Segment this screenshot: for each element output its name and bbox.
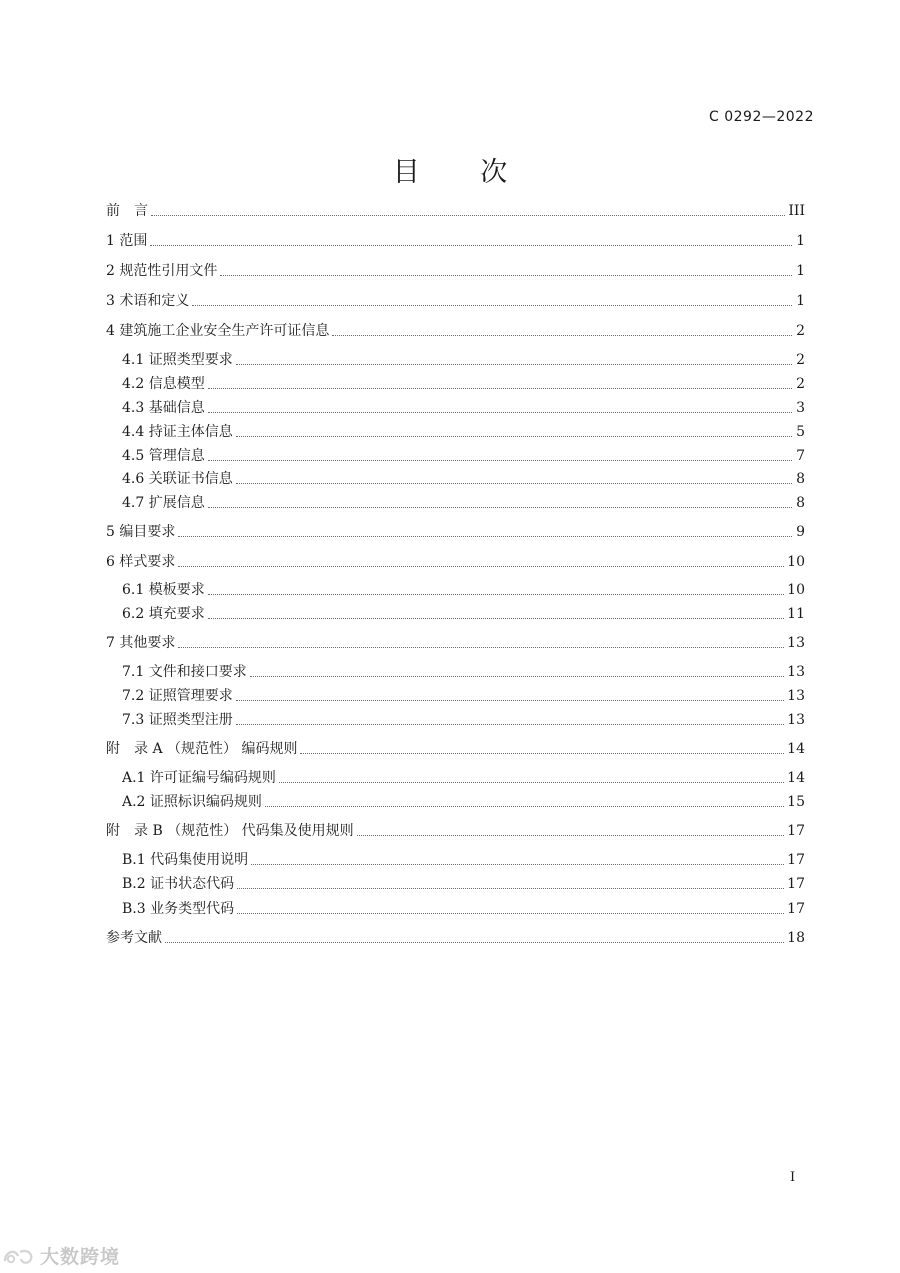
toc-entry-label: B.1 代码集使用说明 bbox=[122, 852, 249, 868]
toc-leader-dots bbox=[208, 388, 792, 389]
toc-entry-page: 13 bbox=[787, 635, 805, 651]
toc-entry-page: 11 bbox=[787, 606, 805, 622]
toc-entry-page: 1 bbox=[796, 233, 805, 249]
toc-entry-label: B.2 证书状态代码 bbox=[122, 876, 235, 892]
toc-entry-label: 7 其他要求 bbox=[106, 635, 176, 651]
toc-leader-dots bbox=[178, 536, 792, 537]
toc-entry-page: 17 bbox=[787, 876, 805, 892]
toc-entry-page: 10 bbox=[787, 554, 805, 570]
toc-entry bbox=[122, 603, 805, 623]
toc-leader-dots bbox=[208, 618, 784, 619]
toc-entry-label: 参考文献 bbox=[106, 930, 162, 946]
toc-leader-dots bbox=[236, 436, 792, 437]
toc-entry bbox=[106, 738, 805, 758]
toc-entry-label: 2 规范性引用文件 bbox=[106, 263, 218, 279]
toc-entry-page: 14 bbox=[787, 741, 805, 757]
toc-entry bbox=[106, 521, 805, 541]
toc-entry-label: 4.1 证照类型要求 bbox=[122, 352, 233, 368]
toc-entry-label: 7.3 证照类型注册 bbox=[122, 712, 233, 728]
toc-leader-dots bbox=[208, 412, 792, 413]
page-title: 目 次 bbox=[392, 157, 534, 188]
toc-entry-label: 4.5 管理信息 bbox=[122, 448, 205, 464]
toc-entry bbox=[122, 898, 805, 918]
toc-entry bbox=[106, 927, 805, 947]
toc-leader-dots bbox=[178, 647, 784, 648]
watermark-text: 大数跨境 bbox=[40, 1246, 121, 1268]
toc-leader-dots bbox=[251, 864, 784, 865]
toc-entry-label: 7.1 文件和接口要求 bbox=[122, 664, 247, 680]
toc-leader-dots bbox=[279, 782, 784, 783]
toc-leader-dots bbox=[165, 942, 784, 943]
toc-entry-page: 17 bbox=[787, 823, 805, 839]
toc-entry-page: 14 bbox=[787, 770, 805, 786]
toc-entry-label: 6.1 模板要求 bbox=[122, 582, 205, 598]
page-number: I bbox=[790, 1170, 796, 1185]
toc-entry-page: 8 bbox=[796, 471, 805, 487]
toc-leader-dots bbox=[236, 700, 784, 701]
toc-leader-dots bbox=[208, 594, 784, 595]
toc-entry-page: 8 bbox=[796, 495, 805, 511]
toc-entry bbox=[122, 579, 805, 599]
toc-entry-label: 4.7 扩展信息 bbox=[122, 495, 205, 511]
toc-entry-label: 4.2 信息模型 bbox=[122, 376, 205, 392]
toc-entry-page: 2 bbox=[796, 323, 805, 339]
toc-entry-page: 9 bbox=[796, 524, 805, 540]
toc-entry-page: 15 bbox=[787, 794, 805, 810]
toc-entry-page: 17 bbox=[787, 852, 805, 868]
toc-entry bbox=[122, 685, 805, 705]
toc-entry-label: 5 编目要求 bbox=[106, 524, 176, 540]
toc-leader-dots bbox=[151, 215, 785, 216]
toc-entry-page: 13 bbox=[787, 664, 805, 680]
toc-entry bbox=[122, 397, 805, 417]
toc-leader-dots bbox=[192, 305, 792, 306]
toc-entry bbox=[122, 767, 805, 787]
toc-entry-label: 4 建筑施工企业安全生产许可证信息 bbox=[106, 323, 330, 339]
toc-entry bbox=[122, 492, 805, 512]
toc-entry-label: 4.3 基础信息 bbox=[122, 400, 205, 416]
toc-entry bbox=[122, 849, 805, 869]
brand-logo-icon bbox=[2, 1245, 36, 1267]
toc-entry bbox=[122, 349, 805, 369]
toc-entry-page: 10 bbox=[787, 582, 805, 598]
toc-leader-dots bbox=[237, 888, 784, 889]
toc-entry-page: 2 bbox=[796, 352, 805, 368]
toc-leader-dots bbox=[300, 753, 784, 754]
toc-entry bbox=[122, 709, 805, 729]
toc-leader-dots bbox=[220, 275, 792, 276]
toc-entry bbox=[106, 230, 805, 250]
toc-entry-label: 附 录 A （规范性） 编码规则 bbox=[106, 741, 298, 757]
toc-entry-label: A.2 证照标识编码规则 bbox=[122, 794, 262, 810]
toc-entry bbox=[122, 468, 805, 488]
toc-leader-dots bbox=[250, 676, 784, 677]
toc-entry-label: B.3 业务类型代码 bbox=[122, 901, 235, 917]
toc-leader-dots bbox=[236, 364, 792, 365]
toc-entry-page: 17 bbox=[787, 901, 805, 917]
toc-entry-label: 附 录 B （规范性） 代码集及使用规则 bbox=[106, 823, 354, 839]
toc-entry-label: 6 样式要求 bbox=[106, 554, 176, 570]
toc-entry-label: 7.2 证照管理要求 bbox=[122, 688, 233, 704]
document-code: C 0292—2022 bbox=[709, 109, 814, 125]
toc-entry-label: 前 言 bbox=[106, 203, 148, 219]
toc-entry bbox=[122, 373, 805, 393]
toc-entry bbox=[106, 200, 805, 220]
toc-entry bbox=[122, 661, 805, 681]
toc-leader-dots bbox=[265, 806, 784, 807]
toc-entry bbox=[122, 445, 805, 465]
watermark bbox=[2, 1242, 120, 1269]
toc-leader-dots bbox=[357, 835, 785, 836]
toc-leader-dots bbox=[208, 507, 792, 508]
toc-leader-dots bbox=[208, 460, 792, 461]
toc-entry-label: 3 术语和定义 bbox=[106, 293, 190, 309]
toc-entry bbox=[106, 290, 805, 310]
toc-leader-dots bbox=[178, 566, 784, 567]
toc-entry bbox=[122, 873, 805, 893]
toc-leader-dots bbox=[236, 483, 792, 484]
toc-entry-label: 6.2 填充要求 bbox=[122, 606, 205, 622]
toc-entry bbox=[106, 260, 805, 280]
toc-entry-page: 7 bbox=[796, 448, 805, 464]
toc-leader-dots bbox=[332, 335, 792, 336]
toc-entry bbox=[106, 551, 805, 571]
toc-entry-label: 1 范围 bbox=[106, 233, 148, 249]
toc-entry-page: 13 bbox=[787, 712, 805, 728]
toc-entry-page: 5 bbox=[796, 424, 805, 440]
toc-entry-page: 1 bbox=[796, 293, 805, 309]
toc-entry-page: 3 bbox=[796, 400, 805, 416]
toc-entry bbox=[122, 421, 805, 441]
toc-entry-page: 18 bbox=[787, 930, 805, 946]
toc-entry bbox=[122, 791, 805, 811]
toc-entry-page: 1 bbox=[796, 263, 805, 279]
toc-entry bbox=[106, 632, 805, 652]
toc-leader-dots bbox=[236, 724, 784, 725]
toc-entry-label: A.1 许可证编号编码规则 bbox=[122, 770, 276, 786]
toc-entry-page: 2 bbox=[796, 376, 805, 392]
toc-entry bbox=[106, 320, 805, 340]
toc-entry-page: 13 bbox=[787, 688, 805, 704]
toc-entry-page: III bbox=[788, 203, 805, 219]
toc-leader-dots bbox=[237, 913, 784, 914]
toc-leader-dots bbox=[150, 245, 792, 246]
toc-entry bbox=[106, 820, 805, 840]
toc-entry-label: 4.4 持证主体信息 bbox=[122, 424, 233, 440]
toc-entry-label: 4.6 关联证书信息 bbox=[122, 471, 233, 487]
